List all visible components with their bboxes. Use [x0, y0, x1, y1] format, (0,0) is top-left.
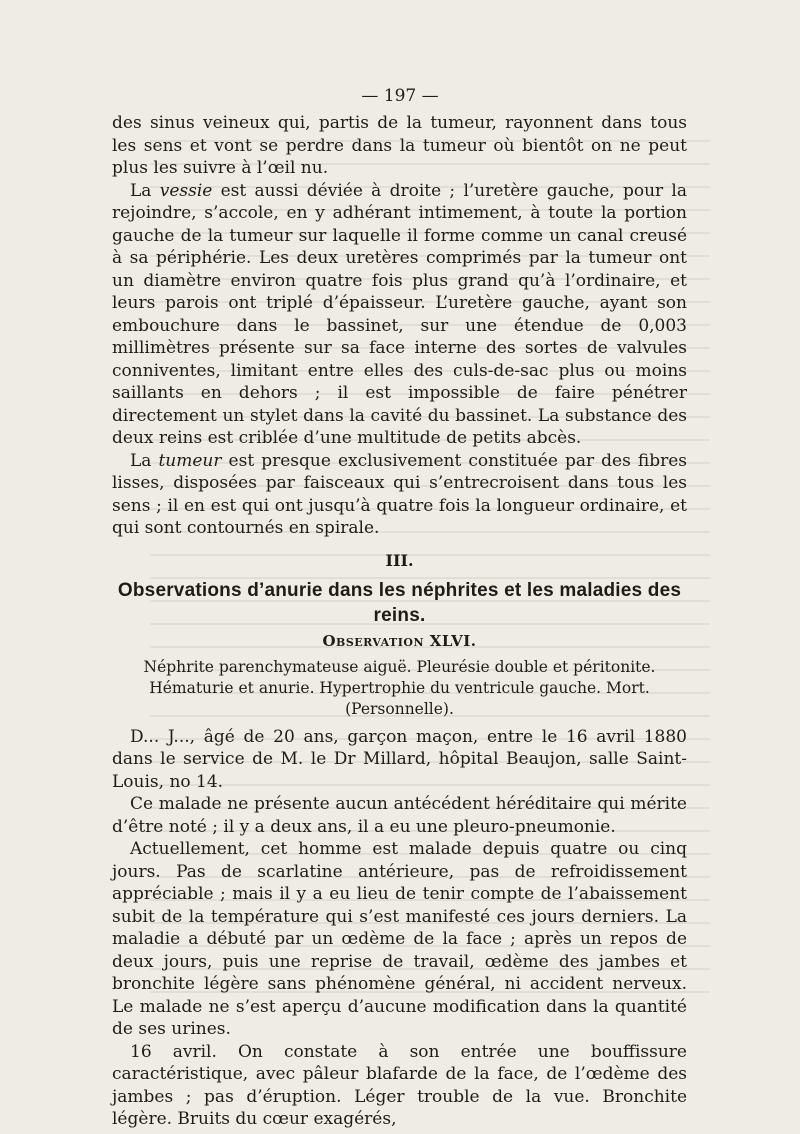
paragraph: des sinus veineux qui, partis de la tumeur, rayonnent dans tous les sens et vont se perdre dans la tumeur où bientôt on ne peut plus les suivre à l’œil nu.	[112, 113, 687, 178]
paragraph: D... J..., âgé de 20 ans, garçon maçon, entre le 16 avril 1880 dans le service de M. le Dr Millard, hôpital Beaujon, salle Saint-Louis, no 14.	[112, 726, 687, 792]
paragraph: La tumeur est presque exclusivement constituée par des fibres lisses, disposées par faisceaux qui s’entrecroisent dans tous les sens ; il en est qui ont jusqu’à quatre fois la longueur ordinaire, et qui sont contournés en spirale.	[112, 450, 687, 538]
italic-term: vessie	[159, 180, 213, 201]
paragraph: 16 avril. On constate à son entrée une bouffissure caractéristique, avec pâleur blafarde de la face, de l’œdème des jambes ; pas d’éruption. Léger trouble de la vue. Bronchite légère. Bruits du cœur exagérés,	[112, 1041, 687, 1129]
observation-heading: Observation XLVI.	[322, 632, 477, 650]
text-block	[112, 112, 687, 1131]
italic-term: tumeur	[158, 450, 222, 471]
section-title: Observations d’anurie dans les néphrites et les maladies des reins.	[117, 580, 682, 626]
paragraph: Ce malade ne présente aucun antécédent héréditaire qui mérite d’être noté ; il y a deux ans, il a eu une pleuro-pneumonie.	[112, 794, 687, 837]
observation-source: (Personnelle).	[345, 699, 454, 718]
section-number: III.	[385, 550, 414, 570]
page-number: — 197 —	[361, 86, 439, 106]
paragraph: Actuellement, cet homme est malade depuis quatre ou cinq jours. Pas de scarlatine antérieure, pas de refroidissement appréciable ; mais il y a eu lieu de tenir compte de l’abaissement subit de la température qui s’est manifesté ces jours derniers. La maladie a débuté par un œdème de la face ; après un repos de deux jours, puis une reprise de travail, œdème des jambes et bronchite légère sans phénomène général, ni accident nerveux. Le malade ne s’est aperçu d’aucune modification dans la quantité de ses urines.	[112, 839, 687, 1039]
paragraph: La vessie est aussi déviée à droite ; l’uretère gauche, pour la rejoindre, s’accole, en y adhérant intimement, à toute la portion gauche de la tumeur sur laquelle il forme comme un canal creusé à sa périphérie. Les deux uretères comprimés par la tumeur ont un diamètre environ quatre fois plus grand qu’à l’ordinaire, et leurs parois ont triplé d’épaisseur. L’uretère gauche, ayant son embouchure dans le bassinet, sur une étendue de 0,003 millimètres présente sur sa face interne des sortes de valvules conniventes, limitant entre elles des culs-de-sac plus ou moins saillants en dehors ; il est impossible de faire pénétrer directement un stylet dans la cavité du bassinet. La substance des deux reins est criblée d’une multitude de petits abcès.	[112, 180, 688, 448]
observation-subtitle: Néphrite parenchymateuse aiguë. Pleurésie double et péritonite. Hématurie et anurie. Hypertrophie du ventricule gauche. Mort. (Personnelle).	[143, 657, 656, 718]
